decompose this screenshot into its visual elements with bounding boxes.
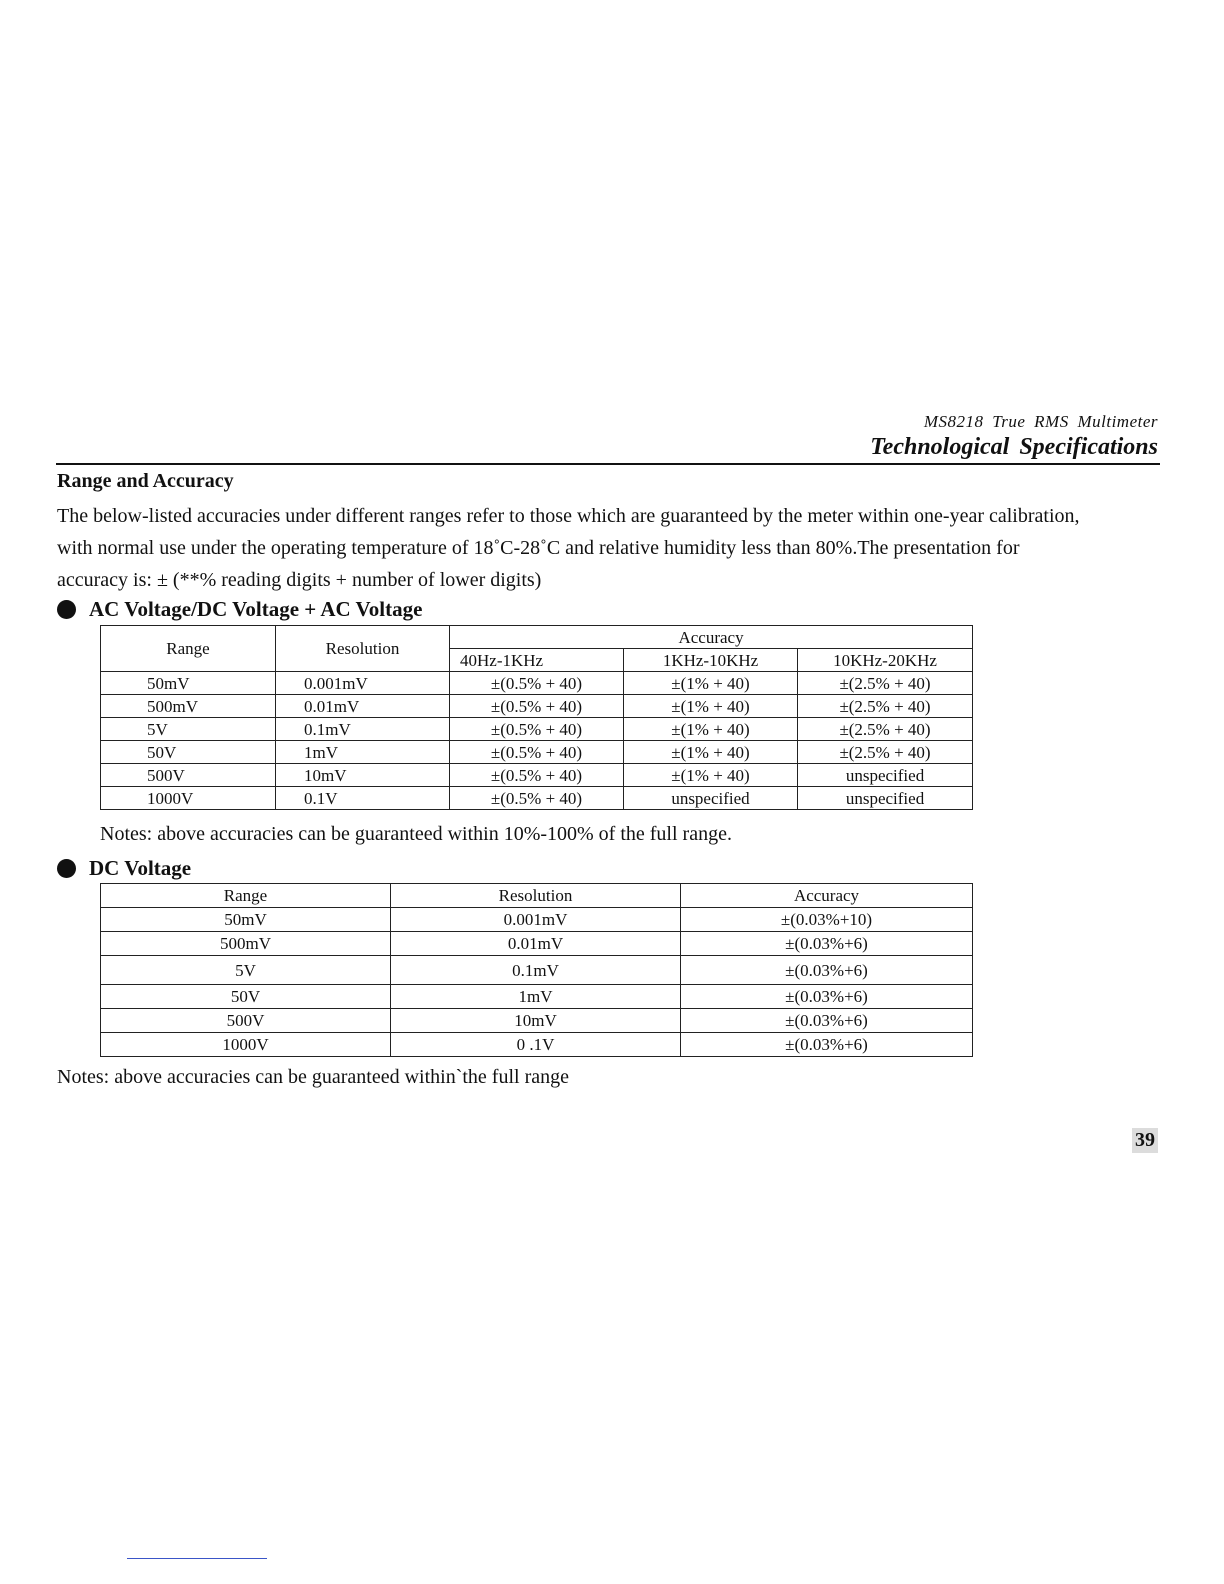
cell-resolution: 0.001mV xyxy=(391,908,681,932)
cell-accuracy: ±(0.03%+6) xyxy=(681,932,973,956)
cell-band-3: unspecified xyxy=(798,764,973,787)
header-accuracy: Accuracy xyxy=(681,884,973,908)
cell-band-2: ±(1% + 40) xyxy=(624,764,798,787)
cell-range: 50V xyxy=(101,985,391,1009)
table-row xyxy=(101,1033,973,1057)
cell-band-3: unspecified xyxy=(798,787,973,810)
header-accuracy: Accuracy xyxy=(450,626,973,649)
table-row xyxy=(101,985,973,1009)
header-resolution: Resolution xyxy=(391,884,681,908)
cell-resolution: 10mV xyxy=(391,1009,681,1033)
document-title: Technological Specifications xyxy=(870,434,1158,460)
cell-resolution: 0 .1V xyxy=(391,1033,681,1057)
cell-resolution: 0.01mV xyxy=(391,932,681,956)
cell-range: 500V xyxy=(101,764,276,787)
cell-range: 5V xyxy=(101,956,391,985)
intro-line-1: The below-listed accuracies under different ranges refer to those which are guaranteed by the meter within one-year calibration, xyxy=(57,505,1080,527)
cell-range: 50V xyxy=(101,741,276,764)
header-band-1: 40Hz-1KHz xyxy=(450,649,624,672)
dc-section-title: DC Voltage xyxy=(89,856,192,880)
table-row xyxy=(101,956,973,985)
cell-band-2: ±(1% + 40) xyxy=(624,695,798,718)
cell-range: 50mV xyxy=(101,672,276,695)
intro-paragraph xyxy=(57,500,1157,596)
cell-band-1: ±(0.5% + 40) xyxy=(450,764,624,787)
cell-accuracy: ±(0.03%+6) xyxy=(681,956,973,985)
cell-band-3: ±(2.5% + 40) xyxy=(798,718,973,741)
cell-resolution: 10mV xyxy=(276,764,450,787)
cell-band-2: ±(1% + 40) xyxy=(624,672,798,695)
footer-link-underline[interactable] xyxy=(127,1558,267,1559)
cell-band-1: ±(0.5% + 40) xyxy=(450,718,624,741)
cell-band-1: ±(0.5% + 40) xyxy=(450,695,624,718)
cell-band-2: ±(1% + 40) xyxy=(624,741,798,764)
cell-range: 5V xyxy=(101,718,276,741)
table-row xyxy=(101,695,973,718)
cell-resolution: 0.1mV xyxy=(391,956,681,985)
header-divider xyxy=(56,463,1160,465)
intro-line-3: accuracy is: ± (**% reading digits + number of lower digits) xyxy=(57,569,542,591)
document-subtitle: MS8218 True RMS Multimeter xyxy=(923,412,1158,431)
table-row xyxy=(101,741,973,764)
dc-voltage-table xyxy=(100,883,973,1057)
cell-accuracy: ±(0.03%+6) xyxy=(681,1009,973,1033)
section-title: Range and Accuracy xyxy=(57,470,234,492)
cell-range: 500mV xyxy=(101,932,391,956)
table-row xyxy=(101,787,973,810)
cell-resolution: 0.01mV xyxy=(276,695,450,718)
header-band-3: 10KHz-20KHz xyxy=(798,649,973,672)
cell-accuracy: ±(0.03%+6) xyxy=(681,1033,973,1057)
header-range: Range xyxy=(101,884,391,908)
cell-band-3: ±(2.5% + 40) xyxy=(798,741,973,764)
cell-accuracy: ±(0.03%+6) xyxy=(681,985,973,1009)
cell-band-2: ±(1% + 40) xyxy=(624,718,798,741)
table-row xyxy=(101,672,973,695)
cell-range: 1000V xyxy=(101,787,276,810)
header-range: Range xyxy=(101,626,276,672)
ac-section-heading xyxy=(57,597,422,622)
cell-band-3: ±(2.5% + 40) xyxy=(798,695,973,718)
cell-range: 50mV xyxy=(101,908,391,932)
page-number: 39 xyxy=(1132,1128,1158,1153)
cell-band-1: ±(0.5% + 40) xyxy=(450,672,624,695)
cell-range: 1000V xyxy=(101,1033,391,1057)
cell-range: 500V xyxy=(101,1009,391,1033)
cell-resolution: 0.1V xyxy=(276,787,450,810)
cell-band-2: unspecified xyxy=(624,787,798,810)
table-row xyxy=(101,764,973,787)
cell-resolution: 1mV xyxy=(276,741,450,764)
dc-section-note: Notes: above accuracies can be guaranteed within`the full range xyxy=(57,1066,569,1088)
ac-section-title: AC Voltage/DC Voltage + AC Voltage xyxy=(89,597,423,621)
ac-section-note: Notes: above accuracies can be guaranteed within 10%-100% of the full range. xyxy=(100,823,732,845)
table-row xyxy=(101,1009,973,1033)
header-resolution: Resolution xyxy=(276,626,450,672)
table-row xyxy=(101,908,973,932)
bullet-icon xyxy=(57,600,76,619)
cell-band-1: ±(0.5% + 40) xyxy=(450,741,624,764)
ac-voltage-table xyxy=(100,625,973,810)
cell-resolution: 0.1mV xyxy=(276,718,450,741)
intro-line-2: with normal use under the operating temperature of 18˚C-28˚C and relative humidity less than 80%.The presentation for xyxy=(57,537,1020,559)
cell-resolution: 1mV xyxy=(391,985,681,1009)
cell-range: 500mV xyxy=(101,695,276,718)
cell-accuracy: ±(0.03%+10) xyxy=(681,908,973,932)
bullet-icon xyxy=(57,859,76,878)
cell-band-1: ±(0.5% + 40) xyxy=(450,787,624,810)
cell-band-3: ±(2.5% + 40) xyxy=(798,672,973,695)
dc-section-heading xyxy=(57,856,191,881)
table-row xyxy=(101,718,973,741)
header-band-2: 1KHz-10KHz xyxy=(624,649,798,672)
table-row xyxy=(101,932,973,956)
cell-resolution: 0.001mV xyxy=(276,672,450,695)
